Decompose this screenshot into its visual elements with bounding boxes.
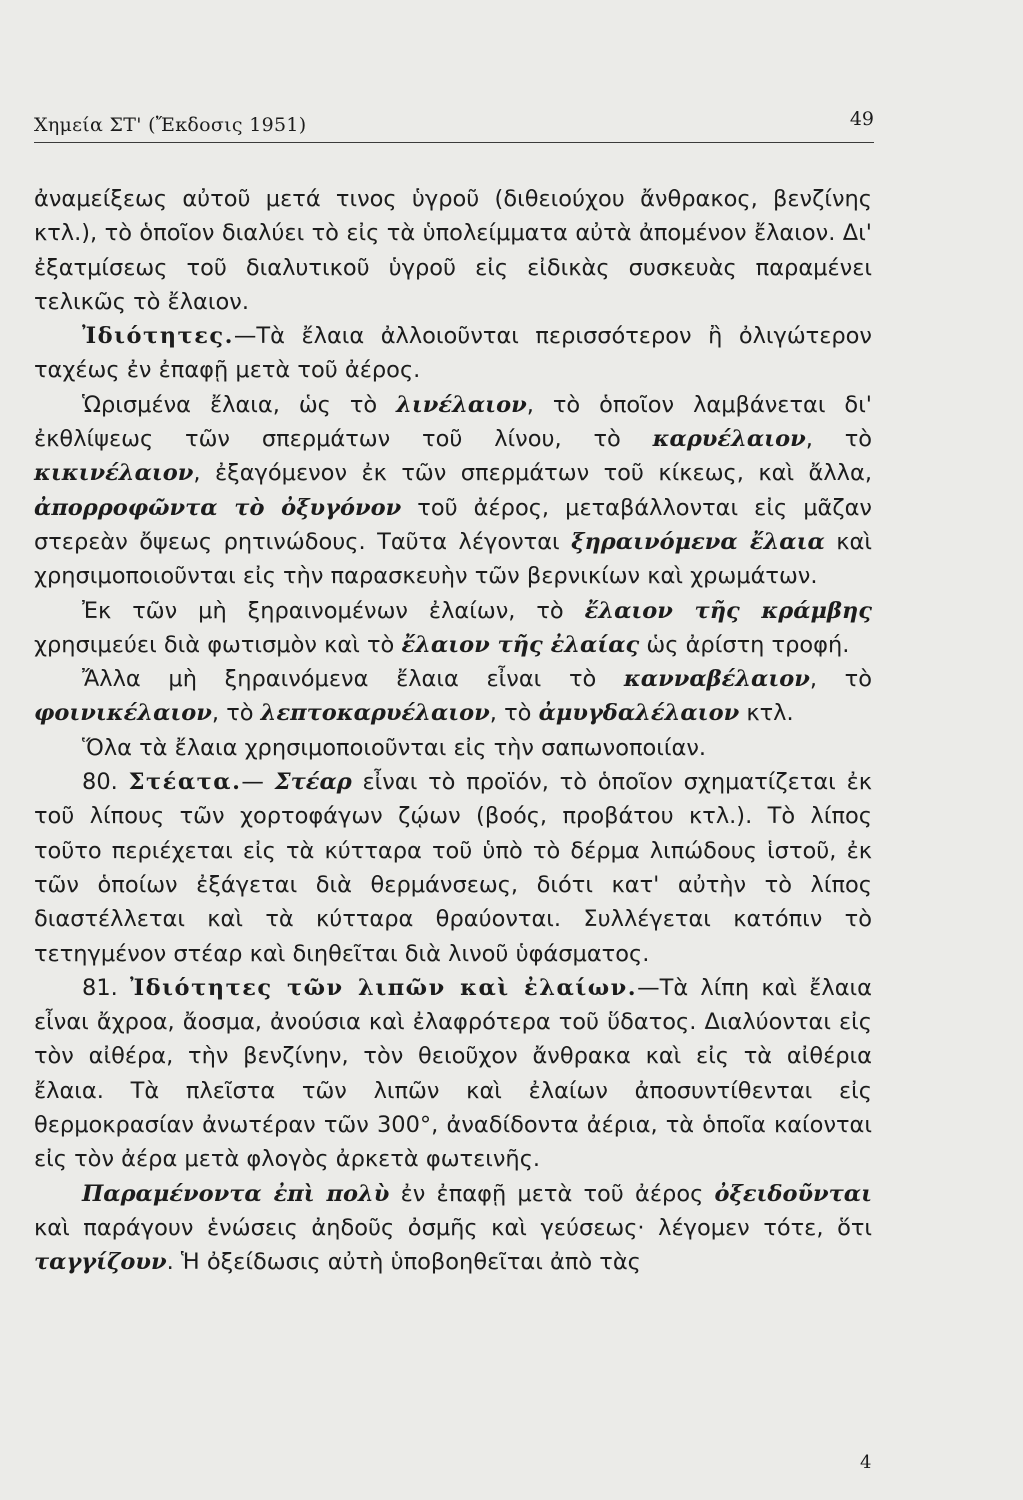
text-run: , ἐξαγόμενον ἐκ τῶν σπερμάτων τοῦ κίκεως, καὶ ἄλλα, [193, 460, 872, 487]
emphasis-term: φοινικέλαιον [34, 700, 212, 727]
emphasis-term: λεπτοκαρυέλαιον [260, 700, 490, 727]
paragraph-5 [34, 662, 872, 731]
paragraph-8 [34, 971, 872, 1177]
section-heading: Ἰδιότητες τῶν λιπῶν καὶ ἐλαίων. [130, 974, 638, 1001]
text-run: , τὸ [489, 700, 539, 727]
emphasis-term: καρυέλαιον [652, 426, 806, 453]
text-run: — [241, 769, 275, 796]
paragraph-9 [34, 1177, 872, 1280]
text-run: . Ἡ ὀξείδωσις αὐτὴ ὑποβοηθεῖται ἀπὸ τὰς [166, 1249, 641, 1276]
paragraph-1: ἀναμείξεως αὐτοῦ μετά τινος ὑγροῦ (διθειούχου ἄνθρακος, βενζίνης κτλ.), τὸ ὁποῖον διαλύει τὸ εἰς τὰ ὑπολείμματα αὐτὰ ἀπομένον ἔλαιον. Δι' ἐξατμίσεως τοῦ διαλυτικοῦ ὑγροῦ εἰς εἰδικὰς συσκευὰς παραμένει τελικῶς τὸ ἔλαιον. [34, 186, 872, 315]
emphasis-term: ξηραινόμενα ἔλαια [571, 528, 825, 555]
text-run: καὶ χρησιμοποιοῦνται εἰς τὴν παρασκευὴν τῶν βερνικίων καὶ χρωμάτων. [34, 528, 872, 590]
section-heading: Στέατα. [128, 769, 242, 796]
paragraph-text: —Τὰ ἔλαια ἀλλοιοῦνται περισσότερον ἢ ὀλιγώτερον ταχέως ἐν ἐπαφῇ μετὰ τοῦ ἀέρος. [34, 323, 872, 384]
text-run: τοῦ ἀέρος, μεταβάλλονται εἰς μᾶζαν στερεὰν ὄψεως ρητινώδους. Ταῦτα λέγονται [34, 494, 873, 555]
paragraph-7 [34, 765, 872, 971]
text-run: Ὡρισμένα ἔλαια, ὡς τὸ [82, 391, 397, 418]
emphasis-term: ἀμυγδαλέλαιον [538, 700, 740, 727]
text-run: Ἐκ τῶν μὴ ξηραινομένων ἐλαίων, τὸ [82, 597, 585, 624]
text-run: χρησιμεύει διὰ φωτισμὸν καὶ τὸ [34, 631, 402, 658]
section-heading: Ἰδιότητες. [82, 323, 234, 350]
signature-mark: 4 [860, 1452, 872, 1473]
text-run: κτλ. [739, 700, 794, 727]
emphasis-term: Στέαρ [274, 769, 352, 796]
emphasis-term: ταγγίζουν [34, 1249, 167, 1276]
header-title: Χημεία ΣΤ' (Ἔκδοσις 1951) [34, 114, 307, 136]
section-number: 81. [82, 974, 118, 1001]
body-text [34, 182, 872, 1280]
emphasis-term: ὀξειδοῦνται [714, 1180, 873, 1207]
section-number: 80. [82, 769, 118, 796]
paragraph-3 [34, 388, 872, 594]
emphasis-term: Παραμένοντα ἐπὶ πολὺ [82, 1180, 390, 1207]
text-run: , τὸ [211, 700, 261, 727]
text-run: , τὸ ὁποῖον λαμβάνεται δι' ἐκθλίψεως τῶν σπερμάτων τοῦ λίνου, τὸ [34, 391, 872, 453]
emphasis-term: κικινέλαιον [34, 460, 194, 487]
paragraph-text: εἶναι τὸ προϊόν, τὸ ὁποῖον σχηματίζεται ἐκ τοῦ λίπους τῶν χορτοφάγων ζῴων (βοός, προβάτου κτλ.). Τὸ λίπος τοῦτο περιέχεται εἰς τὰ κύτταρα τοῦ ὑπὸ τὸ δέρμα λιπώδους ἱστοῦ, ἐκ τῶν ὁποίων ἐξάγεται διὰ θερμάνσεως, διότι κατ' αὐτὴν τὸ λίπος διαστέλλεται καὶ τὰ κύτταρα θραύονται. Συλλέγεται κατόπιν τὸ τετηγμένον στέαρ καὶ διηθεῖται διὰ λινοῦ ὑφάσματος. [34, 769, 873, 967]
page-number: 49 [849, 108, 874, 130]
emphasis-term: λινέλαιον [396, 391, 527, 418]
emphasis-term: ἀπορροφῶντα τὸ ὀξυγόνον [34, 494, 402, 521]
paragraph-4 [34, 594, 872, 663]
paragraph-text: —Τὰ λίπη καὶ ἔλαια εἶναι ἄχροα, ἄοσμα, ἀνούσια καὶ ἐλαφρότερα τοῦ ὕδατος. Διαλύονται εἰς τὸν αἰθέρα, τὴν βενζίνην, τὸν θειοῦχον ἄνθρακα καὶ εἰς τὰ αἰθέρια ἔλαια. Τὰ πλεῖστα τῶν λιπῶν καὶ ἐλαίων ἀποσυντίθενται εἰς θερμοκρασίαν ἀνωτέραν τῶν 300°, ἀναδίδοντα ἀέρια, τὰ ὁποῖα καίονται εἰς τὸν ἀέρα μετὰ φλογὸς ἀρκετὰ φωτεινῆς. [34, 974, 872, 1173]
text-run: Ἄλλα μὴ ξηραινόμενα ἔλαια εἶναι τὸ [82, 666, 624, 693]
text-run: ἐν ἐπαφῇ μετὰ τοῦ ἀέρος [389, 1180, 715, 1207]
text-run: , τὸ [805, 426, 873, 453]
emphasis-term: ἔλαιον τῆς κράμβης [584, 597, 872, 624]
text-run: ὡς ἀρίστη τροφή. [639, 631, 850, 658]
emphasis-term: ἔλαιον τῆς ἐλαίας [401, 631, 640, 658]
emphasis-term: κανναβέλαιον [623, 666, 810, 693]
paragraph-6: Ὅλα τὰ ἔλαια χρησιμοποιοῦνται εἰς τὴν σαπωνοποιίαν. [82, 734, 707, 761]
text-run: , τὸ [809, 666, 872, 693]
running-header [34, 106, 874, 143]
paragraph-2 [34, 319, 872, 388]
text-run: καὶ παράγουν ἑνώσεις ἀηδοῦς ὀσμῆς καὶ γεύσεως· λέγομεν τότε, ὅτι [34, 1214, 872, 1241]
